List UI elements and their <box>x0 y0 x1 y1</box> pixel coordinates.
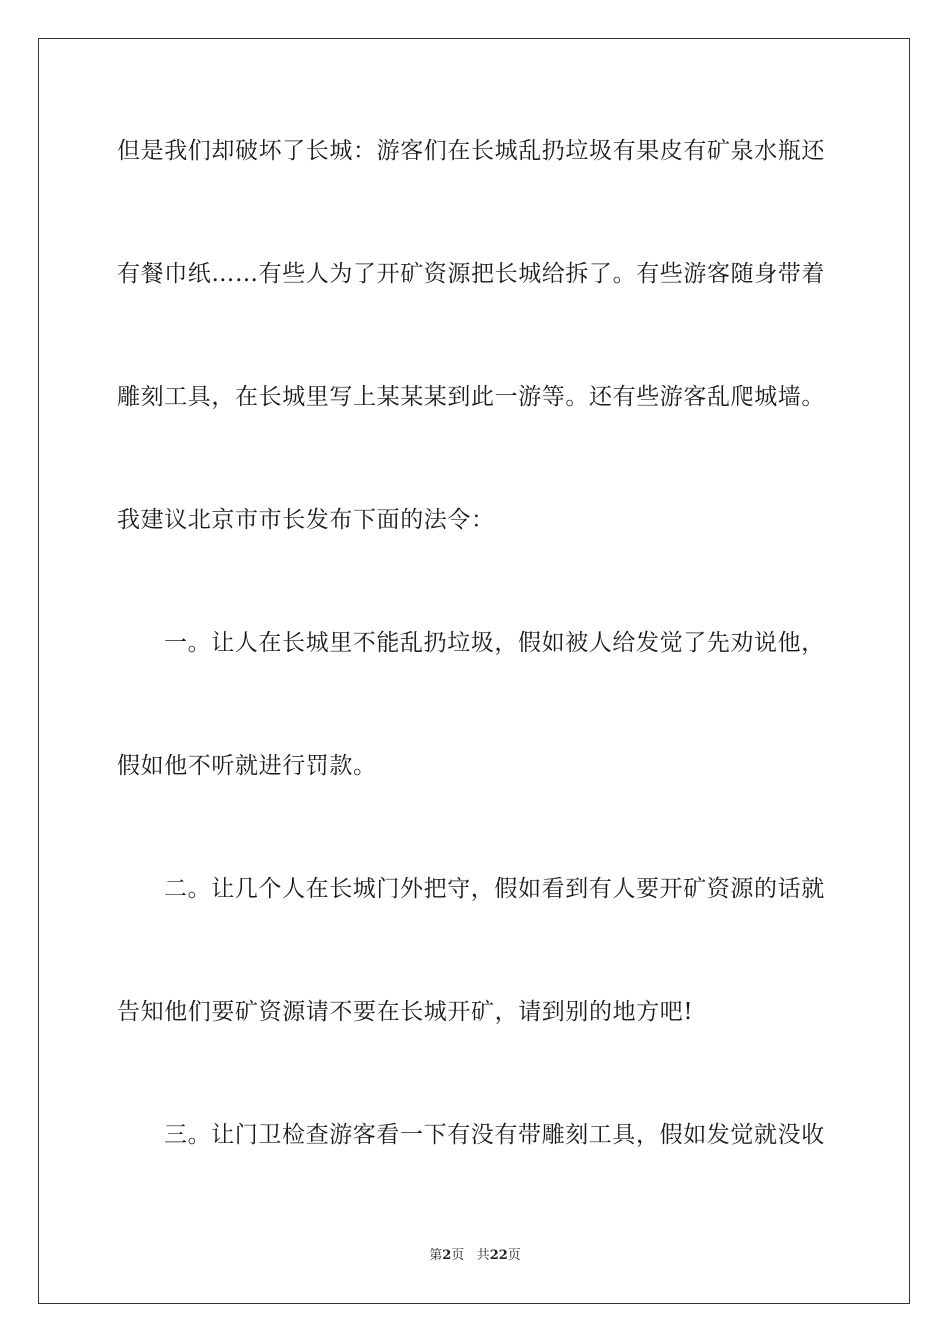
footer-total-suffix: 页 <box>507 1248 521 1263</box>
paragraph-line-1: 但是我们却破坏了长城：游客们在长城乱扔垃圾有果皮有矿泉水瓶还 <box>117 138 825 164</box>
page-footer <box>0 1248 950 1264</box>
footer-total-prefix: 共 <box>476 1248 490 1263</box>
page-border <box>38 38 910 1304</box>
footer-page-prefix: 第 <box>429 1248 443 1263</box>
paragraph-line-6: 假如他不听就进行罚款。 <box>117 753 377 779</box>
paragraph-line-7: 二。让几个人在长城门外把守，假如看到有人要开矿资源的话就 <box>164 876 825 902</box>
paragraph-line-8: 告知他们要矿资源请不要在长城开矿，请到别的地方吧! <box>117 999 694 1025</box>
paragraph-line-5: 一。让人在长城里不能乱扔垃圾，假如被人给发觉了先劝说他， <box>164 630 825 656</box>
footer-page-suffix: 页 <box>451 1248 465 1263</box>
paragraph-line-9: 三。让门卫检查游客看一下有没有带雕刻工具，假如发觉就没收 <box>164 1122 825 1148</box>
paragraph-line-2: 有餐巾纸……有些人为了开矿资源把长城给拆了。有些游客随身带着 <box>117 261 825 287</box>
paragraph-line-4: 我建议北京市市长发布下面的法令： <box>117 507 495 533</box>
footer-total-pages: 22 <box>489 1248 508 1263</box>
paragraph-line-3: 雕刻工具，在长城里写上某某某到此一游等。还有些游客乱爬城墙。 <box>117 384 825 410</box>
footer-page-number: 2 <box>442 1248 452 1263</box>
